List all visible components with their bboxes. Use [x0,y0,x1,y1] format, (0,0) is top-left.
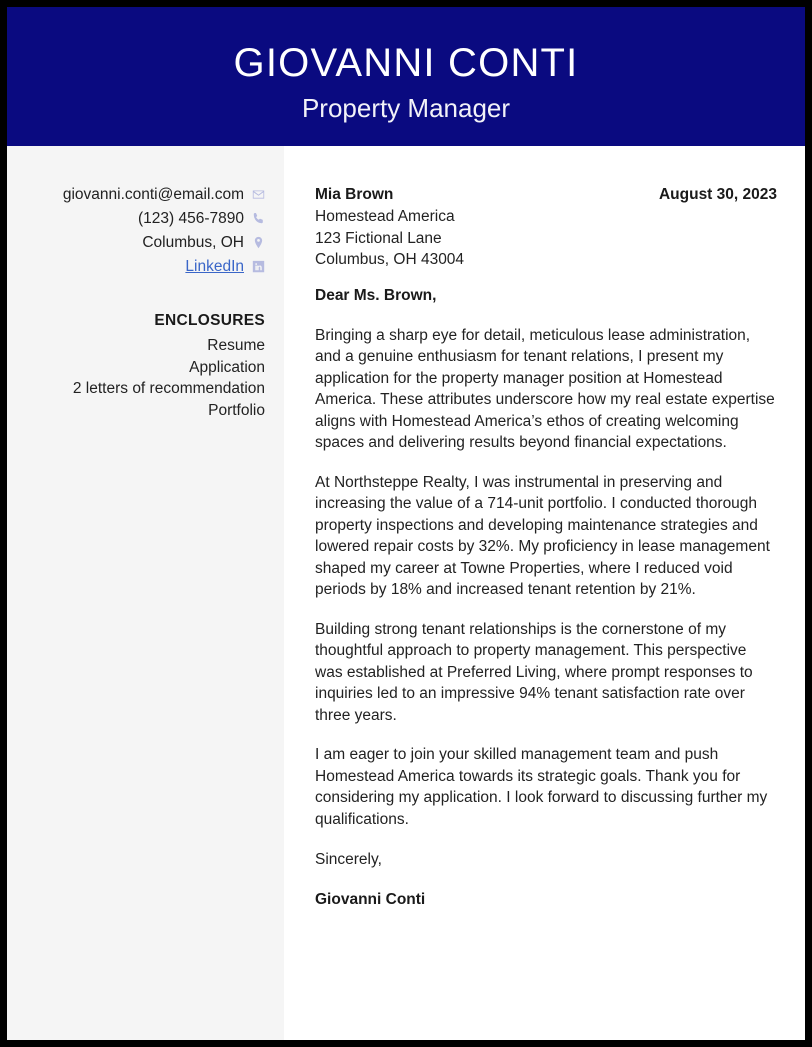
contact-linkedin-link[interactable]: LinkedIn [185,258,244,275]
contact-list [7,146,284,277]
applicant-job-title: Property Manager [301,93,511,123]
letter-paragraph: I am eager to join your skilled management team and push Homestead America towards its strategic goals. Thank you for considering my application. I look forward to discussing further my qualifications. [315,746,772,828]
contact-item-linkedin[interactable] [7,256,284,277]
letter-main-column [284,146,805,1040]
letter-body [7,146,805,1040]
recipient-block [315,184,777,271]
contact-email-text: giovanni.conti@email.com [62,186,244,203]
letter-date: August 30, 2023 [658,186,777,203]
enclosure-item: Portfolio [208,401,265,419]
phone-icon [252,212,265,225]
contact-location-text: Columbus, OH [142,234,244,251]
salutation: Dear Ms. Brown, [315,286,437,304]
letter-paragraph: Building strong tenant relationships is the cornerstone of my thoughtful approach to property management. This perspective was established at Preferred Living, where prompt responses to inquiries led to an impressive 94% tenant satisfaction rate over three years. [315,620,757,724]
location-pin-icon [252,236,265,249]
letter-paragraph: Bringing a sharp eye for detail, meticulous lease administration, and a genuine enthusiasm for tenant relations, I present my application for the property manager position at Homestead America. These attributes underscore how my real estate expertise aligns with Homestead America’s ethos of creating welcoming spaces and delivering results beyond financial expectations. [315,326,780,451]
contact-item-location [7,232,284,253]
letter-header [7,7,805,146]
enclosure-item: Application [189,358,265,376]
recipient-name: Mia Brown [315,186,394,203]
applicant-name: GIOVANNI CONTI [233,41,579,85]
contact-item-email [7,184,284,205]
letter-paragraph: At Northsteppe Realty, I was instrumental in preserving and increasing the value of a 714-unit portfolio. I conducted thorough property inspections and developing maintenance strategies and lowered repair costs by 32%. My proficiency in lease management shaped my career at Towne Properties, where I reduced void periods by 18% and increased tenant retention by 21%. [315,473,775,598]
enclosure-item: 2 letters of recommendation [72,380,265,397]
recipient-company: Homestead America [315,208,455,225]
envelope-icon [252,188,265,201]
enclosure-item: Resume [207,337,265,354]
letter-content [284,146,805,911]
enclosures-heading: ENCLOSURES [154,312,265,329]
recipient-street: 123 Fictional Lane [315,229,442,247]
cover-letter-page [7,7,805,1040]
linkedin-icon [252,260,265,273]
recipient-city-state-zip: Columbus, OH 43004 [315,251,465,268]
closing-line: Sincerely, [315,851,382,868]
enclosures-section [7,280,284,421]
contact-phone-text: (123) 456-7890 [138,210,244,227]
signature-name: Giovanni Conti [315,890,426,908]
contact-item-phone [7,208,284,229]
sidebar [7,146,284,1040]
